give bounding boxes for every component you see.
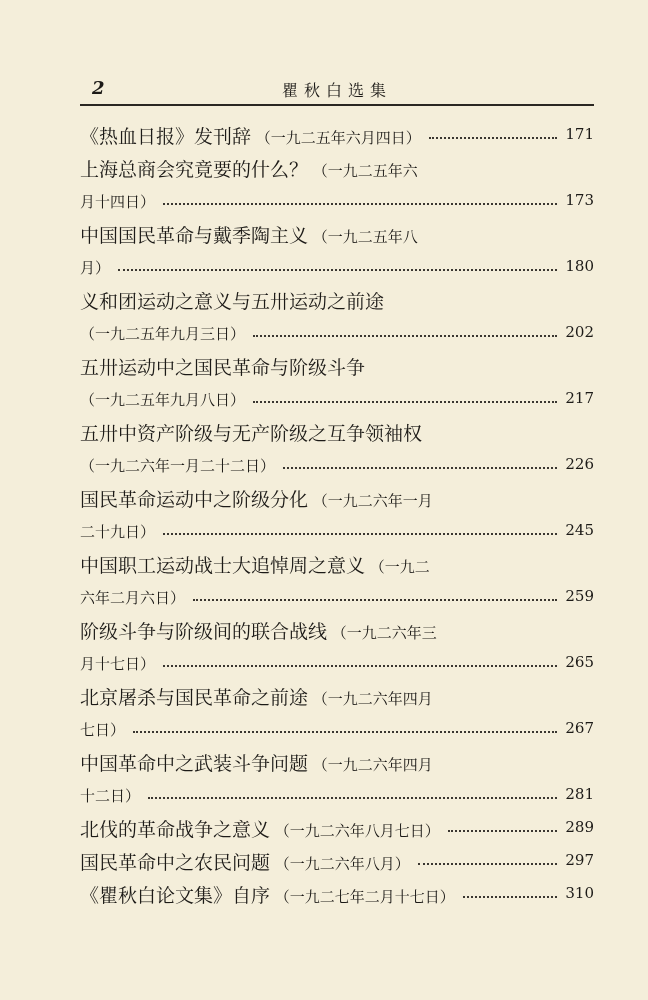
toc-entry-date: （一九二 [365, 558, 430, 576]
toc-entry-text [80, 815, 440, 842]
dot-leader [418, 863, 557, 865]
dot-leader [193, 599, 557, 601]
toc-page-number: 281 [565, 785, 594, 803]
toc-entry-continuation[interactable] [80, 382, 594, 415]
toc-entry-line[interactable] [80, 811, 594, 844]
toc-entry-line[interactable] [80, 547, 594, 580]
toc-entry-date: （一九二五年八 [308, 228, 418, 246]
toc-entry-date: （一九二六年四月 [308, 756, 433, 774]
toc-entry-line[interactable] [80, 283, 594, 316]
dot-leader [253, 335, 557, 337]
dot-leader [429, 137, 557, 139]
toc-entry-title: 义和团运动之意义与五卅运动之前途 [80, 291, 385, 313]
toc-entry-date: （一九二七年二月十七日） [270, 888, 455, 906]
toc-entry-date-continued: 七日） [80, 721, 126, 739]
toc-page-number: 171 [565, 125, 594, 143]
toc-entry-date: （一九二六年四月 [308, 690, 433, 708]
toc-entry-line[interactable] [80, 217, 594, 250]
toc-entry-title: 阶级斗争与阶级间的联合战线 [80, 621, 328, 643]
dot-leader [133, 731, 557, 733]
toc-entry-line[interactable] [80, 118, 594, 151]
toc-page-number: 297 [565, 851, 594, 869]
toc-entry-text [80, 287, 384, 314]
toc-entry-continuation[interactable] [80, 712, 594, 745]
toc-entry-continuation[interactable] [80, 448, 594, 481]
toc-page-number: 267 [565, 719, 594, 737]
toc-entry-title: 国民革命运动中之阶级分化 [80, 489, 309, 511]
toc-entry-continuation[interactable] [80, 580, 594, 613]
toc-entry-date-continued: 月） [80, 259, 111, 277]
toc-entry-date-continued: （一九二六年一月二十二日） [80, 457, 276, 475]
toc-entry-text [80, 221, 418, 248]
page-number: 2 [92, 78, 105, 99]
toc-entry-title: 中国革命中之武装斗争问题 [80, 753, 309, 775]
toc-entry-line[interactable] [80, 151, 594, 184]
toc-entry-date-continued: 十二日） [80, 787, 141, 805]
toc-entry-title: 五卅运动中之国民革命与阶级斗争 [80, 357, 366, 379]
dot-leader [163, 533, 557, 535]
toc-entry-date-continued: （一九二五年九月三日） [80, 325, 246, 343]
toc-page-number: 180 [565, 257, 594, 275]
toc-entry-text [80, 749, 433, 776]
toc-entry-date-continued: 月十七日） [80, 655, 156, 673]
dot-leader [118, 269, 557, 271]
toc-entry-date: （一九二六年三 [327, 624, 437, 642]
toc-entry-text [80, 419, 422, 446]
toc-entry-continuation[interactable] [80, 316, 594, 349]
toc-page-number: 310 [565, 884, 594, 902]
toc-entry-text [80, 551, 430, 578]
toc-entry-date: （一九二五年六 [308, 162, 418, 180]
toc-entry-title: 五卅中资产阶级与无产阶级之互争领袖权 [80, 423, 423, 445]
toc-entry-date: （一九二六年八月） [270, 855, 410, 873]
toc-entry-text [80, 485, 433, 512]
toc-page-number: 265 [565, 653, 594, 671]
toc-entry-line[interactable] [80, 877, 594, 910]
toc-entry-title: 上海总商会究竟要的什么？ [80, 159, 309, 181]
toc-entry-text [80, 155, 418, 182]
toc-entry-line[interactable] [80, 349, 594, 382]
toc-entry-line[interactable] [80, 679, 594, 712]
toc-entry-date: （一九二六年一月 [308, 492, 433, 510]
table-of-contents [80, 118, 594, 910]
dot-leader [463, 896, 557, 898]
dot-leader [163, 203, 557, 205]
toc-entry-text [80, 353, 365, 380]
toc-page-number: 259 [565, 587, 594, 605]
toc-page-number: 289 [565, 818, 594, 836]
dot-leader [148, 797, 557, 799]
toc-entry-title: 北伐的革命战争之意义 [80, 819, 271, 841]
toc-entry-title: 《瞿秋白论文集》自序 [80, 885, 271, 907]
toc-entry-date-continued: （一九二五年九月八日） [80, 391, 246, 409]
toc-entry-date-continued: 六年二月六日） [80, 589, 186, 607]
toc-entry-title: 中国职工运动战士大追悼周之意义 [80, 555, 366, 577]
toc-entry-line[interactable] [80, 844, 594, 877]
toc-entry-title: 国民革命中之农民问题 [80, 852, 271, 874]
toc-page-number: 173 [565, 191, 594, 209]
toc-entry-continuation[interactable] [80, 184, 594, 217]
toc-page-number: 226 [565, 455, 594, 473]
toc-entry-text [80, 122, 421, 149]
toc-entry-line[interactable] [80, 415, 594, 448]
toc-page-number: 217 [565, 389, 594, 407]
toc-entry-continuation[interactable] [80, 646, 594, 679]
toc-entry-text [80, 848, 410, 875]
toc-entry-title: 《热血日报》发刊辞 [80, 126, 252, 148]
toc-entry-date-continued: 二十九日） [80, 523, 156, 541]
toc-entry-date-continued: 月十四日） [80, 193, 156, 211]
toc-entry-text [80, 617, 437, 644]
dot-leader [163, 665, 557, 667]
toc-entry-line[interactable] [80, 481, 594, 514]
toc-entry-continuation[interactable] [80, 250, 594, 283]
toc-entry-continuation[interactable] [80, 778, 594, 811]
toc-page-number: 202 [565, 323, 594, 341]
toc-entry-title: 中国国民革命与戴季陶主义 [80, 225, 309, 247]
dot-leader [253, 401, 557, 403]
toc-page-number: 245 [565, 521, 594, 539]
book-title: 瞿秋白选集 [281, 81, 392, 100]
toc-entry-date: （一九二五年六月四日） [251, 129, 421, 147]
toc-entry-text [80, 683, 433, 710]
toc-entry-line[interactable] [80, 613, 594, 646]
toc-entry-line[interactable] [80, 745, 594, 778]
toc-entry-text [80, 881, 455, 908]
toc-entry-date: （一九二六年八月七日） [270, 822, 440, 840]
dot-leader [283, 467, 557, 469]
toc-entry-continuation[interactable] [80, 514, 594, 547]
header-rule [80, 104, 594, 106]
page-header [80, 74, 594, 104]
dot-leader [448, 830, 557, 832]
toc-entry-title: 北京屠杀与国民革命之前途 [80, 687, 309, 709]
